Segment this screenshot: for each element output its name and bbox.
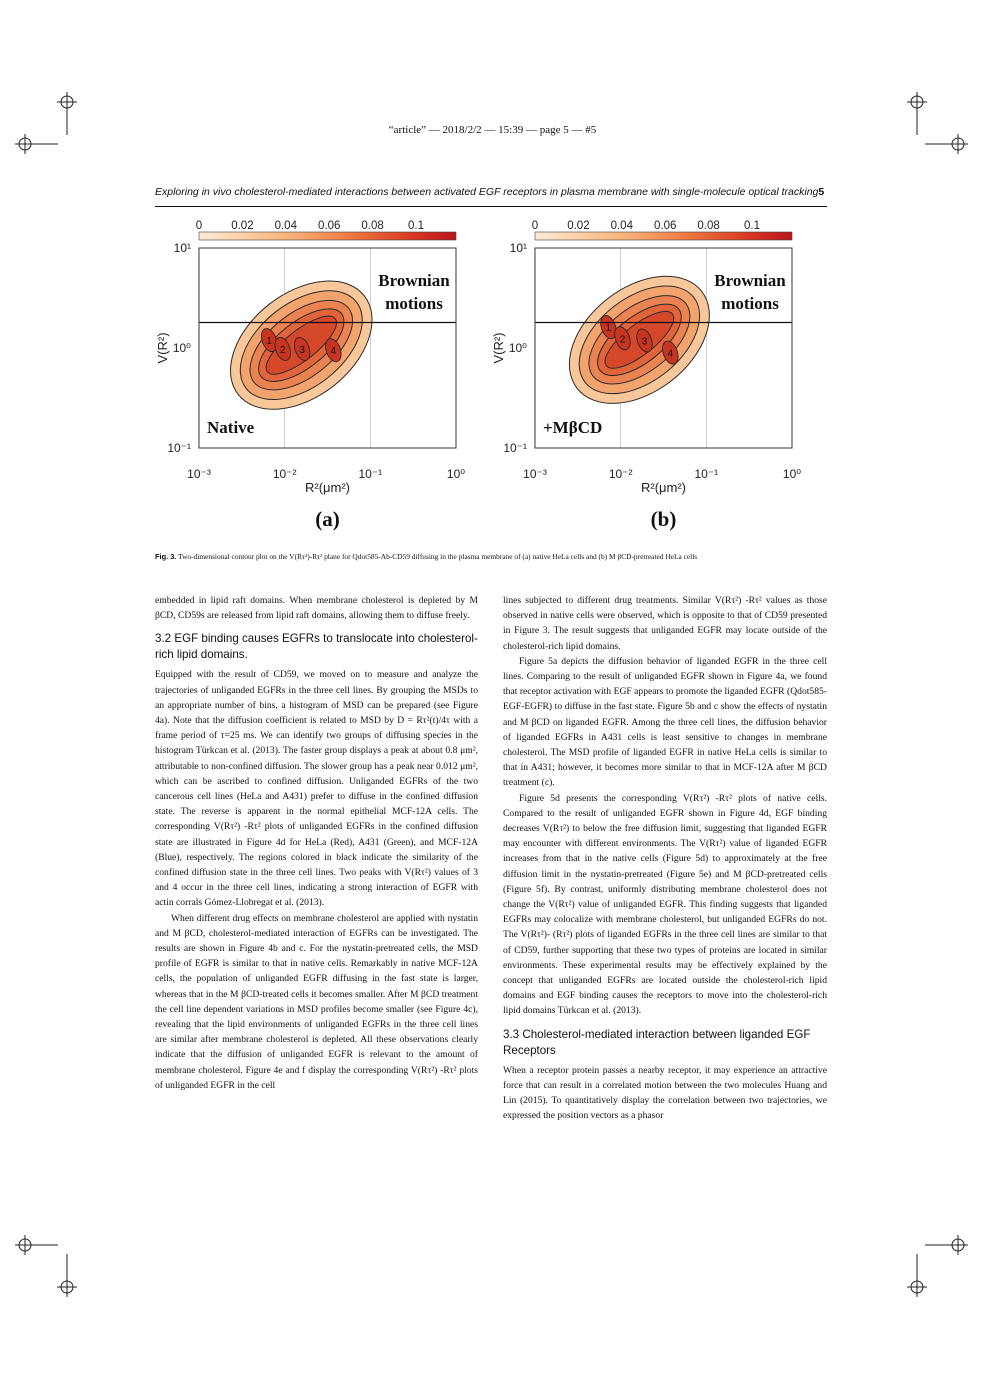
- y-tick-label: 10⁰: [508, 341, 527, 355]
- x-tick-label: 10⁻²: [608, 467, 633, 481]
- condition-label: Native: [207, 418, 255, 437]
- colorbar-tick-label: 0.02: [567, 220, 590, 232]
- x-tick-label: 10⁻¹: [694, 467, 719, 481]
- region-label: motions: [385, 294, 443, 313]
- paragraph: embedded in lipid raft domains. When membrane cholesterol is depleted by M βCD, CD59s are released from lipid raft domains, allowing them to diffuse freely.: [155, 595, 478, 622]
- peak-label: 3: [641, 336, 648, 348]
- figure-caption: [155, 552, 845, 561]
- paragraph: When different drug effects on membrane cholesterol are applied with nystatin and M βCD, cholesterol-mediated interaction of EGFRs can be investigated. The results are shown in Figure 4b and c. For the nystatin-pretreated cells, the MSD profile of EGFR is similar to that in native cells. Remarkably in native MCF-12A cells, the population of unliganded EGFR diffusing in the fast state is larger, whereas that in the M βCD-treated cells it becomes smaller. After M βCD treatment the cell line dependent variations in MSD profiles become smaller (see Figure 4c), revealing that the lipid environments of unliganded EGFRs in the three cell lines are similar after membrane cholesterol is depleted. All these observations clearly indicate that the diffusion of unliganded EGFR is relevant to the amount of membrane cholesterol. Figure 4e and f display the corresponding V(Rτ²) -Rτ² plots of unliganded EGFR in the cell: [155, 912, 478, 1091]
- x-tick-label: 10⁰: [446, 467, 466, 481]
- condition-label: +MβCD: [543, 418, 603, 437]
- peak-label: 3: [299, 344, 305, 356]
- page-header: [155, 186, 827, 198]
- colorbar: [535, 232, 792, 240]
- peak-label: 2: [279, 344, 286, 356]
- x-tick-label: 10⁻³: [187, 467, 211, 481]
- colorbar-tick-label: 0.04: [610, 220, 633, 232]
- x-tick-label: 10⁻³: [523, 467, 547, 481]
- peak-label: 1: [605, 323, 612, 335]
- panel-label: (a): [315, 507, 340, 531]
- x-axis-label: R²(μm²): [304, 480, 351, 495]
- region-label: Brownian: [378, 271, 450, 290]
- section-heading: 3.3 Cholesterol-mediated interaction between liganded EGF Receptors: [503, 1027, 811, 1057]
- panel-label: (b): [650, 507, 677, 531]
- header-rule: [155, 206, 827, 207]
- peak-label: 4: [667, 348, 674, 360]
- colorbar: [199, 232, 456, 240]
- caption-text: Two-dimensional contour plot on the V(Rτ²)-Rτ² plane for Qdot585-Ab-CD59 diffusing in the plasma membrane of (a) native HeLa cells and (b) M βCD-pretreated HeLa cells: [178, 552, 698, 561]
- body-left-column: [155, 593, 478, 1093]
- figure-3-plots: [155, 214, 827, 544]
- peak-label: 2: [619, 334, 626, 346]
- section-heading: 3.2 EGF binding causes EGFRs to translocate into cholesterol-rich lipid domains.: [155, 632, 478, 662]
- region-label: Brownian: [714, 271, 786, 290]
- paragraph: When a receptor protein passes a nearby receptor, it may experience an attractive force that can result in a correlated motion between the two molecules Huang and Lin (2015). To quantitatively display the correlation between two trajectories, we expressed the position vectors as a phasor: [503, 1064, 827, 1122]
- running-head: “article” — 2018/2/2 — 15:39 — page 5 — #5: [388, 124, 597, 136]
- colorbar-tick-label: 0.06: [654, 220, 677, 232]
- paragraph: Figure 5d presents the corresponding V(Rτ²) -Rτ² plots of native cells. Compared to the result of unliganded EGFR shown in Figure 4d, EGF binding decreases V(Rτ²) to below the free diffusion limit, suggesting that liganded EGFR may encounter with different environments. The V(Rτ²) value of liganded EGFR increases from that in the native cells (Figure 5d) to approximately at the free diffusion limit in the nystatin-pretreated (Figure 5e) and M βCD-pretreated cells (Figure 5f). By contrast, uniformly distributing membrane cholesterol does not change the V(Rτ²) value of unliganded EGFR. This finding suggests that liganded EGFRs may colocalize with membrane cholesterol, but unliganded EGFRs do not. The V(Rτ²)- (Rτ²) plots of liganded EGFRs in the three cell lines are similar to that of CD59, further supporting that these two types of proteins are located in similar environments. These experimental results may be effectively explained by the concept that unliganded EGFRs are located outside the cholesterol-rich lipid domains and EGF binding causes the receptors to move into the cholesterol-rich lipid domains Türkcan et al. (2013).: [503, 792, 827, 1017]
- colorbar-tick-label: 0.08: [361, 220, 384, 232]
- x-tick-label: 10⁰: [782, 467, 802, 481]
- colorbar-tick-label: 0: [531, 220, 539, 232]
- peak-label: 4: [330, 346, 337, 358]
- colorbar-tick-label: 0.08: [697, 220, 720, 232]
- peak-label: 1: [266, 336, 272, 348]
- caption-label: Fig. 3.: [155, 552, 177, 561]
- figure-3: [155, 214, 827, 544]
- y-tick-label: 10¹: [173, 241, 191, 255]
- x-tick-label: 10⁻²: [272, 467, 297, 481]
- colorbar-tick-label: 0.02: [231, 220, 254, 232]
- y-tick-label: 10⁰: [172, 341, 191, 355]
- x-axis-label: R²(μm²): [640, 480, 687, 495]
- body-right-column: [503, 593, 827, 1124]
- page-number: 5: [818, 186, 825, 198]
- panel-a: [155, 220, 465, 531]
- y-axis-label: V(R²): [155, 332, 170, 364]
- y-tick-label: 10¹: [509, 241, 527, 255]
- region-label: motions: [721, 294, 779, 313]
- page-header-title: Exploring in vivo cholesterol-mediated interactions between activated EGF receptors in plasma membrane with single-molecule optical tracking: [155, 186, 819, 198]
- paragraph: Equipped with the result of CD59, we moved on to measure and analyze the trajectories of unliganded EGFRs in the three cell lines. By grouping the MSDs to an appropriate number of bins, a histogram of MSD can be prepared (see Figure 4a). Note that the diffusion coefficient is related to MSD by D = Rτ²(t)/4τ with a frame period of τ=25 ms. We can identify two groups of diffusing species in the histogram Türkcan et al. (2013). The faster group displays a peak at about 0.8 μm², attributable to non-confined diffusion. The slower group has a peak near 0.012 μm², which can be ascribed to confined diffusion. Unliganded EGFRs of the two cancerous cell lines (HeLa and A431) prefer to diffuse in the confined diffusion state. The reverse is apparent in the normal epithelial MCF-12A cells. The corresponding V(Rτ²) -Rτ² plots of unliganded EGFRs in the confined diffusion state are illustrated in Figure 4d for HeLa (Red), A431 (Green), and MCF-12A (Blue), respectively. The regions colored in black indicate the similarity of the confined diffusion state in the three cell lines. Two peaks with V(Rτ²) values of 3 and 4 occur in the three cell lines, indicating a strong interaction of EGFR with actin corrals Gómez-Llobregat et al. (2013).: [155, 669, 478, 909]
- panel-b: [491, 220, 801, 531]
- y-axis-label: V(R²): [491, 332, 506, 364]
- colorbar-tick-label: 0.06: [318, 220, 341, 232]
- paragraph: lines subjected to different drug treatments. Similar V(Rτ²) -Rτ² values as those observed in native cells were observed, which is opposite to that of CD59 presented in Figure 3. The result suggests that unliganded EGFR may locate outside of the cholesterol-rich lipid domains.: [503, 595, 827, 652]
- colorbar-tick-label: 0.1: [744, 220, 760, 232]
- paragraph: Figure 5a depicts the diffusion behavior of liganded EGFR in the three cell lines. Comparing to the result of unliganded EGFR shown in Figure 4a, we found that receptor activation with EGF appears to promote the liganded EGFR (Qdot585-EGF-EGFR) to diffuse in the fast state. Figure 5b and c show the effects of nystatin and M βCD on liganded EGFR. Among the three cell lines, the diffusion behavior of liganded EGFRs in A431 cells is least sensitive to changes in membrane cholesterol. The MSD profile of liganded EGFR in native HeLa cells is similar to that in A431; however, it becomes more similar to that in MCF-12A after M βCD treatment (c).: [503, 655, 827, 789]
- y-tick-label: 10⁻¹: [167, 441, 191, 455]
- x-tick-label: 10⁻¹: [358, 467, 383, 481]
- colorbar-tick-label: 0.1: [408, 220, 424, 232]
- colorbar-tick-label: 0: [195, 220, 203, 232]
- colorbar-tick-label: 0.04: [274, 220, 297, 232]
- y-tick-label: 10⁻¹: [503, 441, 527, 455]
